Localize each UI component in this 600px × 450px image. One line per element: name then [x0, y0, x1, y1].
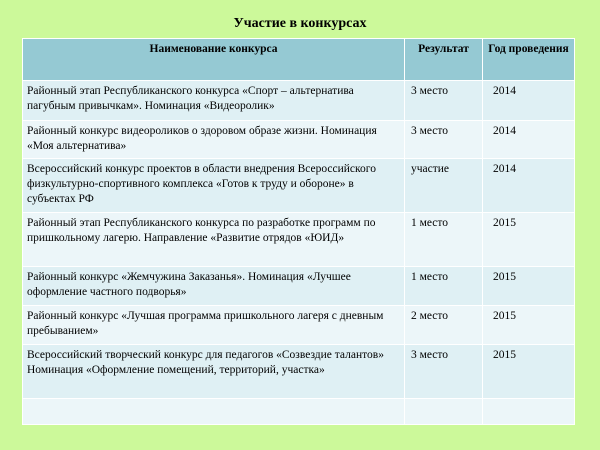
- result-cell: [405, 399, 483, 425]
- table-row: [23, 399, 575, 425]
- year-cell: 2015: [483, 267, 575, 306]
- header-year: Год проведения: [483, 39, 575, 81]
- year-cell: 2014: [483, 81, 575, 121]
- contest-name-cell: Всероссийский конкурс проектов в области внедрения Всероссийского физкультурно-спортивного комплекса «Готов к труду и обороне» в субъектах РФ: [23, 159, 405, 213]
- result-cell: 3 место: [405, 81, 483, 121]
- year-cell: 2014: [483, 159, 575, 213]
- year-cell: 2015: [483, 213, 575, 267]
- year-cell: 2015: [483, 345, 575, 399]
- result-cell: 1 место: [405, 213, 483, 267]
- year-cell: 2015: [483, 306, 575, 345]
- table-row: [23, 267, 575, 306]
- contest-name-cell: Районный этап Республиканского конкурса «Спорт – альтернатива пагубным привычкам». Номинация «Видеоролик»: [23, 81, 405, 121]
- year-cell: [483, 399, 575, 425]
- table-row: [23, 81, 575, 121]
- contest-name-cell: Районный этап Республиканского конкурса по разработке программ по пришкольному лагерю. Направление «Развитие отрядов «ЮИД»: [23, 213, 405, 267]
- table-row: [23, 306, 575, 345]
- result-cell: 1 место: [405, 267, 483, 306]
- header-result: Результат: [405, 39, 483, 81]
- contest-name-cell: Районный конкурс «Жемчужина Заказанья». Номинация «Лучшее оформление частного подворья»: [23, 267, 405, 306]
- page-title: Участие в конкурсах: [233, 16, 367, 31]
- table-header-row: [23, 39, 575, 81]
- table-row: [23, 345, 575, 399]
- table-row: [23, 159, 575, 213]
- result-cell: участие: [405, 159, 483, 213]
- year-cell: 2014: [483, 121, 575, 159]
- header-contest-name: Наименование конкурса: [23, 39, 405, 81]
- contest-name-cell: Районный конкурс «Лучшая программа пришкольного лагеря с дневным пребыванием»: [23, 306, 405, 345]
- contests-table: [22, 38, 575, 425]
- contests-table-wrapper: [22, 38, 574, 424]
- result-cell: 3 место: [405, 345, 483, 399]
- result-cell: 3 место: [405, 121, 483, 159]
- contest-name-cell: Районный конкурс видеороликов о здоровом образе жизни. Номинация «Моя альтернатива»: [23, 121, 405, 159]
- result-cell: 2 место: [405, 306, 483, 345]
- table-row: [23, 121, 575, 159]
- contest-name-cell: [23, 399, 405, 425]
- table-row: [23, 213, 575, 267]
- contest-name-cell: Всероссийский творческий конкурс для педагогов «Созвездие талантов» Номинация «Оформление помещений, территорий, участка»: [23, 345, 405, 399]
